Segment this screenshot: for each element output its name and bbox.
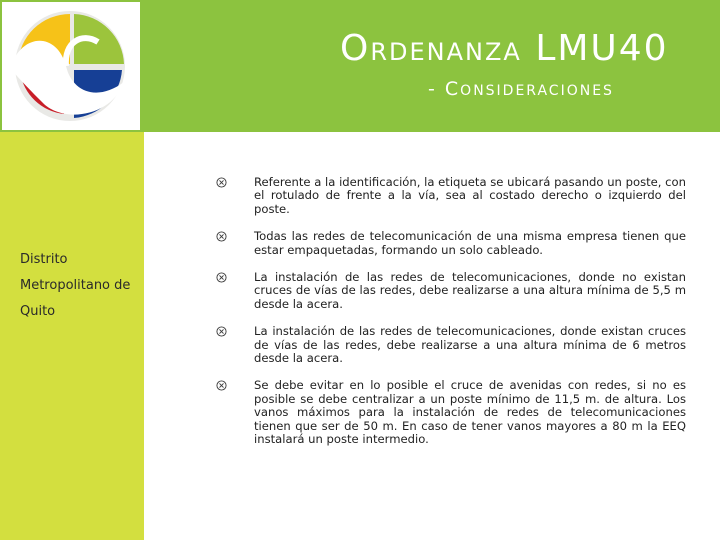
bullet-text: La instalación de las redes de telecomunicaciones, donde no existan cruces de vías de las redes, debe realizarse a una altura mínima de 5,5 m desde la acera.: [254, 270, 686, 311]
municipality-logo-icon: [2, 2, 140, 130]
page-subtitle: - CONSIDERACIONES: [428, 78, 614, 100]
sidebar-caption: [20, 247, 140, 325]
circled-x-icon: [216, 231, 227, 242]
circled-x-icon: [216, 380, 227, 391]
bullet-item: [216, 176, 686, 216]
sidebar-line: Quito: [20, 304, 56, 319]
bullet-list: [216, 176, 686, 461]
circled-x-icon: [216, 177, 227, 188]
bullet-text: Referente a la identificación, la etiqueta se ubicará pasando un poste, con el rotulado de frente a la vía, sea al costado derecho o izquierdo del poste.: [254, 175, 686, 216]
logo: [2, 2, 140, 130]
bullet-text: Todas las redes de telecomunicación de una misma empresa tienen que estar empaquetadas, formando un solo cableado.: [254, 229, 686, 257]
bullet-item: [216, 271, 686, 311]
circled-x-icon: [216, 326, 227, 337]
sidebar-line: Distrito: [20, 252, 68, 267]
circled-x-icon: [216, 272, 227, 283]
bullet-text: La instalación de las redes de telecomunicaciones, donde existan cruces de vías de las redes, debe realizarse a una altura mínima de 6 metros desde la acera.: [254, 324, 686, 366]
sidebar-line: Metropolitano de: [20, 278, 131, 293]
bullet-item: [216, 230, 686, 257]
bullet-item: [216, 325, 686, 365]
page-title: ORDENANZA LMU40: [340, 28, 669, 69]
sidebar-band: [0, 132, 144, 540]
bullet-item: [216, 379, 686, 446]
bullet-text: Se debe evitar en lo posible el cruce de avenidas con redes, si no es posible se debe centralizar a un poste mínimo de 11,5 m. de altura. Los vanos máximos para la instalación de redes de telecomunicaciones tienen que ser de 50 m. En caso de tener vanos mayores a 80 m la EEQ instalará un poste intermedio.: [254, 378, 686, 447]
